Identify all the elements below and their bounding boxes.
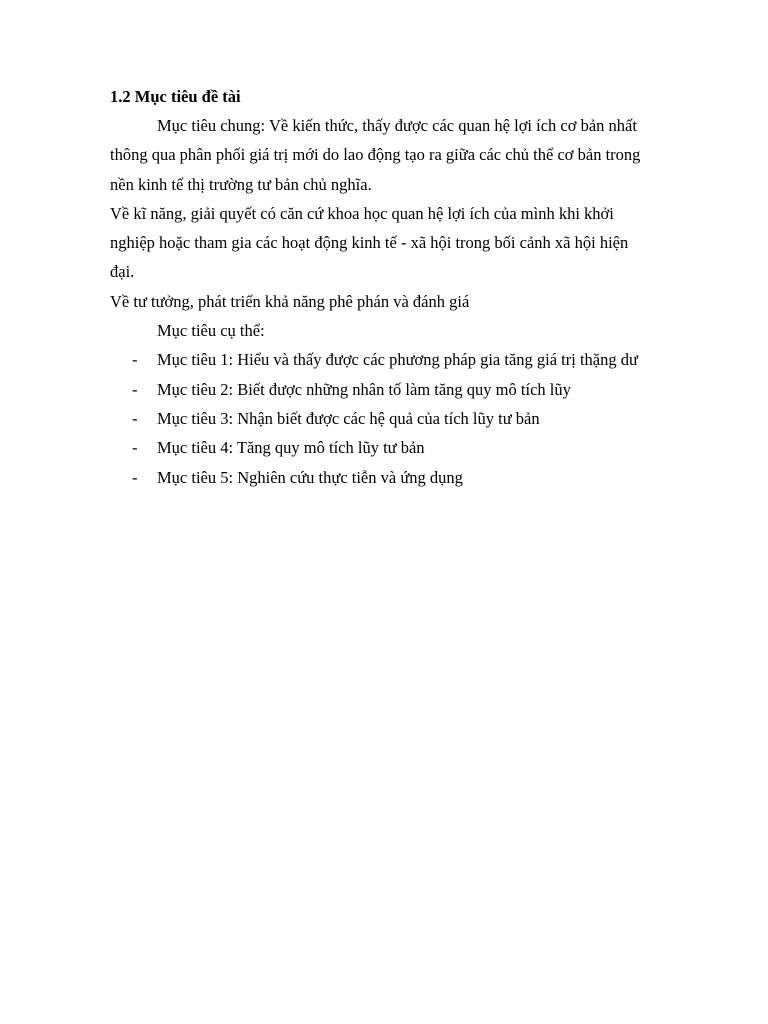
list-dash: -	[132, 467, 138, 487]
document-body	[110, 83, 710, 492]
list-item	[110, 433, 710, 462]
list-dash: -	[132, 438, 138, 458]
general-objective-line: Mục tiêu chung: Về kiến thức, thấy được các quan hệ lợi ích cơ bản nhất	[157, 116, 637, 135]
general-objective-line: nền kinh tế thị trường tư bản chủ nghĩa.	[110, 174, 372, 194]
thought-line: Về tư tưởng, phát triển khả năng phê phán và đánh giá	[110, 291, 470, 311]
list-dash: -	[132, 408, 138, 428]
objective-text: Mục tiêu 2: Biết được những nhân tố làm tăng quy mô tích lũy	[157, 379, 571, 399]
list-item	[110, 404, 710, 433]
list-item	[110, 375, 710, 404]
list-dash: -	[132, 379, 138, 399]
skills-line: Về kĩ năng, giải quyết có căn cứ khoa học quan hệ lợi ích của mình khi khởi	[110, 203, 614, 223]
skills-line: nghiệp hoặc tham gia các hoạt động kinh tế - xã hội trong bối cảnh xã hội hiện	[110, 233, 629, 253]
objective-text: Mục tiêu 1: Hiểu và thấy được các phương pháp gia tăng giá trị thặng dư	[157, 350, 638, 370]
specific-objectives-label-paragraph	[110, 316, 710, 345]
specific-objectives-label: Mục tiêu cụ thể:	[157, 321, 265, 341]
list-dash: -	[132, 350, 138, 370]
thought-paragraph	[110, 287, 710, 316]
objective-text: Mục tiêu 3: Nhận biết được các hệ quả của tích lũy tư bản	[157, 408, 540, 428]
skills-paragraph	[110, 199, 710, 287]
section-heading: 1.2 Mục tiêu đề tài	[110, 87, 241, 106]
list-item	[110, 345, 710, 374]
skills-line: đại.	[110, 262, 135, 282]
general-objective-line: thông qua phân phối giá trị mới do lao động tạo ra giữa các chủ thể cơ bản trong	[110, 145, 641, 165]
objective-text: Mục tiêu 5: Nghiên cứu thực tiễn và ứng dụng	[157, 467, 463, 487]
general-objective-paragraph	[110, 111, 710, 199]
objectives-list	[110, 345, 710, 491]
objective-text: Mục tiêu 4: Tăng quy mô tích lũy tư bản	[157, 438, 425, 458]
list-item	[110, 463, 710, 492]
